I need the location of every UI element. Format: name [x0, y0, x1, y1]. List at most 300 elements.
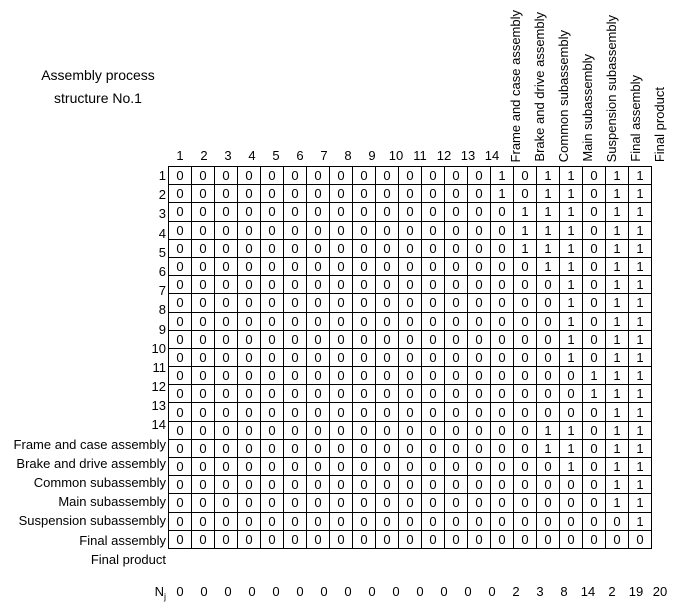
matrix-cell: 0 [445, 239, 468, 257]
matrix-cell: 0 [445, 167, 468, 185]
matrix-cell: 0 [445, 421, 468, 439]
column-number: 7 [320, 148, 328, 163]
totals-label [130, 584, 166, 605]
matrix-cell: 0 [422, 439, 445, 457]
matrix-cell: 1 [629, 239, 652, 257]
matrix-cell: 0 [376, 385, 399, 403]
matrix-cell: 0 [238, 512, 261, 530]
matrix-cell: 0 [169, 403, 192, 421]
matrix-cell: 0 [491, 312, 514, 330]
matrix-cell: 0 [445, 294, 468, 312]
matrix-cell: 0 [353, 221, 376, 239]
column-number: 4 [248, 148, 256, 163]
row-label: 6 [158, 263, 166, 279]
table-row [169, 512, 652, 530]
matrix-cell: 1 [560, 421, 583, 439]
matrix-cell: 0 [422, 203, 445, 221]
matrix-cell: 0 [307, 203, 330, 221]
matrix-cell: 0 [422, 494, 445, 512]
matrix-cell: 0 [399, 239, 422, 257]
matrix-cell: 0 [307, 185, 330, 203]
matrix-cell: 0 [215, 476, 238, 494]
matrix-cell: 0 [284, 530, 307, 548]
matrix-cell: 0 [422, 276, 445, 294]
total-value: 19 [628, 584, 644, 599]
row-label: Frame and case assembly [13, 436, 166, 452]
matrix-cell: 0 [399, 294, 422, 312]
matrix-cell: 0 [307, 439, 330, 457]
matrix-cell: 0 [491, 330, 514, 348]
matrix-cell: 0 [445, 439, 468, 457]
total-value: 2 [512, 584, 520, 599]
table-row [169, 385, 652, 403]
matrix-cell: 0 [330, 367, 353, 385]
table-row [169, 276, 652, 294]
matrix-cell: 0 [284, 221, 307, 239]
row-label: 13 [151, 398, 166, 414]
matrix-cell: 1 [560, 185, 583, 203]
matrix-cell: 0 [261, 312, 284, 330]
matrix-cell: 0 [583, 348, 606, 366]
totals-row [168, 584, 685, 600]
matrix-cell: 0 [514, 385, 537, 403]
column-label-text: Final assembly [628, 75, 643, 162]
matrix-cell: 1 [606, 203, 629, 221]
total-value: 2 [608, 584, 616, 599]
matrix-cell: 0 [169, 203, 192, 221]
matrix-cell: 1 [629, 257, 652, 275]
matrix-cell: 0 [284, 167, 307, 185]
matrix-cell: 0 [284, 185, 307, 203]
matrix-cell: 0 [583, 203, 606, 221]
matrix-cell: 1 [491, 167, 514, 185]
matrix-cell: 0 [353, 439, 376, 457]
matrix-cell: 1 [514, 221, 537, 239]
matrix-cell: 1 [606, 185, 629, 203]
matrix-cell: 0 [376, 276, 399, 294]
matrix-cell: 0 [238, 367, 261, 385]
matrix-cell: 0 [583, 421, 606, 439]
row-header-labels [0, 166, 166, 569]
matrix-cell: 0 [192, 403, 215, 421]
matrix-cell: 0 [353, 167, 376, 185]
matrix-cell: 0 [169, 348, 192, 366]
matrix-cell: 0 [238, 348, 261, 366]
matrix-cell: 0 [330, 439, 353, 457]
matrix-cell: 0 [261, 348, 284, 366]
matrix-cell: 0 [537, 403, 560, 421]
matrix-cell: 0 [215, 494, 238, 512]
table-row [169, 348, 652, 366]
matrix-cell: 0 [330, 385, 353, 403]
matrix-cell: 0 [491, 512, 514, 530]
matrix-cell: 0 [537, 294, 560, 312]
column-label-text: Frame and case assembly [508, 9, 523, 162]
total-value: 0 [272, 584, 280, 599]
matrix-cell: 0 [376, 203, 399, 221]
matrix-cell: 0 [445, 203, 468, 221]
matrix-cell: 1 [629, 458, 652, 476]
matrix-cell: 0 [537, 276, 560, 294]
matrix-cell: 0 [238, 185, 261, 203]
matrix-cell: 0 [215, 530, 238, 548]
matrix-cell: 1 [560, 312, 583, 330]
matrix-cell: 0 [169, 239, 192, 257]
total-value: 0 [224, 584, 232, 599]
matrix-cell: 0 [583, 439, 606, 457]
matrix-cell: 0 [583, 257, 606, 275]
total-value: 3 [536, 584, 544, 599]
matrix-cell: 0 [261, 512, 284, 530]
matrix-cell: 0 [307, 530, 330, 548]
matrix-cell: 0 [238, 421, 261, 439]
matrix-cell: 0 [422, 312, 445, 330]
matrix-cell: 0 [445, 494, 468, 512]
matrix-cell: 0 [353, 239, 376, 257]
matrix-cell: 0 [284, 276, 307, 294]
total-value: 20 [652, 584, 668, 599]
matrix-cell: 0 [537, 385, 560, 403]
matrix-cell: 0 [353, 403, 376, 421]
matrix-cell: 0 [238, 167, 261, 185]
matrix-cell: 0 [514, 276, 537, 294]
matrix-cell: 0 [307, 276, 330, 294]
column-number: 1 [176, 148, 184, 163]
matrix-cell: 0 [583, 312, 606, 330]
matrix-cell: 1 [560, 439, 583, 457]
matrix-cell: 0 [399, 312, 422, 330]
matrix-cell: 1 [606, 312, 629, 330]
matrix-cell: 0 [330, 494, 353, 512]
matrix-cell: 0 [353, 512, 376, 530]
row-label: Common subassembly [33, 475, 166, 490]
total-value: 0 [368, 584, 376, 599]
title-line-1: Assembly process [41, 67, 155, 83]
matrix-cell: 1 [537, 185, 560, 203]
matrix-cell: 0 [192, 439, 215, 457]
matrix-cell: 1 [606, 385, 629, 403]
matrix-cell: 0 [583, 239, 606, 257]
matrix-cell: 0 [238, 494, 261, 512]
column-label-text: Common subassembly [556, 29, 571, 162]
matrix-cell: 0 [376, 458, 399, 476]
matrix-cell: 0 [468, 439, 491, 457]
matrix-cell: 0 [583, 221, 606, 239]
row-label: 10 [151, 340, 166, 356]
column-number: 12 [436, 148, 452, 163]
table-row [169, 476, 652, 494]
matrix-cell: 0 [445, 403, 468, 421]
matrix-cell: 0 [468, 385, 491, 403]
matrix-cell: 0 [422, 294, 445, 312]
column-number: 13 [460, 148, 476, 163]
matrix-cell: 0 [514, 476, 537, 494]
matrix-cell: 0 [169, 312, 192, 330]
matrix-cell: 0 [330, 421, 353, 439]
matrix-cell: 0 [192, 530, 215, 548]
matrix-cell: 0 [560, 367, 583, 385]
matrix-cell: 0 [583, 403, 606, 421]
matrix-cell: 0 [491, 257, 514, 275]
matrix-cell: 0 [261, 385, 284, 403]
matrix-cell: 0 [468, 367, 491, 385]
matrix-cell: 0 [514, 439, 537, 457]
matrix-cell: 0 [353, 312, 376, 330]
matrix-cell: 0 [284, 367, 307, 385]
matrix-cell: 0 [307, 312, 330, 330]
matrix-cell: 0 [284, 294, 307, 312]
matrix-cell: 0 [422, 512, 445, 530]
matrix-cell: 0 [468, 403, 491, 421]
matrix-cell: 0 [215, 221, 238, 239]
matrix-cell: 0 [192, 385, 215, 403]
matrix-cell: 0 [583, 185, 606, 203]
matrix-cell: 0 [468, 458, 491, 476]
matrix-cell: 0 [330, 203, 353, 221]
matrix-cell: 0 [238, 221, 261, 239]
matrix-cell: 0 [399, 330, 422, 348]
matrix-cell: 0 [583, 276, 606, 294]
matrix-cell: 0 [445, 257, 468, 275]
matrix-cell: 0 [284, 476, 307, 494]
matrix-cell: 1 [606, 330, 629, 348]
matrix-cell: 0 [238, 439, 261, 457]
matrix-cell: 1 [583, 385, 606, 403]
matrix-cell: 0 [215, 458, 238, 476]
table-row [169, 203, 652, 221]
matrix-cell: 0 [284, 494, 307, 512]
matrix-cell: 1 [629, 439, 652, 457]
matrix-cell: 1 [537, 239, 560, 257]
column-number: 14 [484, 148, 500, 163]
matrix-cell: 0 [491, 294, 514, 312]
matrix-cell: 0 [307, 385, 330, 403]
matrix-cell: 0 [422, 403, 445, 421]
matrix-cell: 0 [353, 494, 376, 512]
matrix-cell: 0 [169, 167, 192, 185]
table-row [169, 403, 652, 421]
matrix-cell: 0 [238, 330, 261, 348]
matrix-cell: 0 [192, 458, 215, 476]
matrix-cell: 0 [215, 385, 238, 403]
matrix-cell: 0 [376, 330, 399, 348]
matrix-cell: 1 [606, 476, 629, 494]
matrix-cell: 0 [261, 167, 284, 185]
matrix-cell: 0 [307, 476, 330, 494]
matrix-cell: 1 [629, 512, 652, 530]
matrix-cell: 0 [330, 167, 353, 185]
matrix-cell: 0 [284, 348, 307, 366]
matrix-cell: 0 [307, 239, 330, 257]
matrix-cell: 0 [514, 403, 537, 421]
matrix-cell: 0 [284, 312, 307, 330]
matrix-cell: 0 [284, 458, 307, 476]
matrix-cell: 0 [169, 367, 192, 385]
matrix-cell: 1 [629, 330, 652, 348]
matrix-cell: 0 [307, 367, 330, 385]
table-row [169, 421, 652, 439]
matrix-cell: 1 [606, 221, 629, 239]
matrix-cell: 0 [399, 203, 422, 221]
matrix-cell: 1 [537, 221, 560, 239]
matrix-cell: 0 [422, 530, 445, 548]
matrix-cell: 0 [284, 257, 307, 275]
row-label: 14 [151, 417, 166, 433]
matrix-cell: 0 [330, 312, 353, 330]
matrix-cell: 0 [399, 385, 422, 403]
column-header-numbers [168, 146, 685, 166]
matrix-cell: 1 [514, 203, 537, 221]
matrix-cell: 0 [583, 294, 606, 312]
matrix-cell: 1 [560, 330, 583, 348]
matrix-cell: 0 [583, 512, 606, 530]
matrix-cell: 0 [261, 403, 284, 421]
matrix-cell: 0 [330, 330, 353, 348]
row-label: 1 [158, 168, 166, 183]
matrix-cell: 1 [537, 203, 560, 221]
column-label [624, 2, 648, 162]
matrix-cell: 0 [215, 330, 238, 348]
column-header-labels [168, 0, 685, 166]
matrix-cell: 0 [399, 512, 422, 530]
matrix-cell: 0 [353, 367, 376, 385]
matrix-cell: 0 [192, 167, 215, 185]
row-label: Suspension subassembly [18, 513, 166, 529]
matrix-cell: 0 [537, 330, 560, 348]
matrix-cell: 0 [376, 167, 399, 185]
row-label: Final assembly [79, 532, 166, 548]
matrix-cell: 0 [284, 421, 307, 439]
matrix-cell: 0 [215, 239, 238, 257]
matrix-cell: 0 [468, 167, 491, 185]
matrix-cell: 1 [583, 367, 606, 385]
matrix-cell: 1 [606, 239, 629, 257]
column-label [552, 2, 576, 162]
matrix-cell: 0 [169, 458, 192, 476]
matrix-cell: 0 [537, 530, 560, 548]
column-label [528, 2, 552, 162]
matrix-cell: 0 [399, 530, 422, 548]
matrix-cell: 0 [284, 439, 307, 457]
matrix-cell: 0 [468, 476, 491, 494]
matrix-cell: 0 [560, 530, 583, 548]
matrix-cell: 0 [491, 439, 514, 457]
matrix-cell: 0 [445, 276, 468, 294]
matrix-cell: 0 [261, 203, 284, 221]
matrix-cell: 0 [583, 494, 606, 512]
matrix-cell: 0 [468, 348, 491, 366]
matrix-cell: 0 [192, 239, 215, 257]
matrix-cell: 0 [238, 476, 261, 494]
matrix-cell: 0 [376, 403, 399, 421]
matrix-cell: 0 [169, 512, 192, 530]
matrix-cell: 0 [307, 512, 330, 530]
matrix-cell: 0 [376, 530, 399, 548]
matrix-cell: 0 [491, 276, 514, 294]
column-label-text: Final product [652, 86, 667, 162]
matrix-cell: 0 [606, 530, 629, 548]
matrix-cell: 0 [215, 276, 238, 294]
matrix-cell: 0 [192, 221, 215, 239]
matrix-cell: 0 [261, 494, 284, 512]
matrix-cell: 0 [376, 294, 399, 312]
matrix-cell: 0 [192, 494, 215, 512]
matrix-cell: 0 [307, 167, 330, 185]
matrix-cell: 0 [399, 257, 422, 275]
matrix-cell: 0 [215, 421, 238, 439]
matrix-cell: 1 [629, 367, 652, 385]
matrix-cell: 0 [169, 476, 192, 494]
matrix-cell: 1 [537, 257, 560, 275]
matrix-cell: 1 [537, 421, 560, 439]
matrix-cell: 0 [514, 330, 537, 348]
matrix-cell: 0 [399, 221, 422, 239]
matrix-cell: 0 [238, 276, 261, 294]
matrix-cell: 0 [353, 257, 376, 275]
matrix-cell: 0 [560, 403, 583, 421]
matrix-cell: 0 [491, 203, 514, 221]
matrix-cell: 0 [238, 203, 261, 221]
title-line-2: structure No.1 [54, 90, 142, 106]
matrix-cell: 1 [606, 294, 629, 312]
matrix-cell: 0 [491, 530, 514, 548]
row-label: 4 [158, 225, 166, 241]
matrix-cell: 0 [514, 185, 537, 203]
row-label: 12 [151, 379, 166, 395]
matrix-cell: 0 [514, 458, 537, 476]
matrix-cell: 1 [606, 439, 629, 457]
matrix-cell: 0 [330, 221, 353, 239]
matrix-cell: 0 [422, 348, 445, 366]
matrix-cell: 0 [583, 167, 606, 185]
column-number: 9 [368, 148, 376, 163]
matrix-cell: 0 [468, 203, 491, 221]
matrix-cell: 0 [192, 294, 215, 312]
column-number: 5 [272, 148, 280, 163]
table-row [169, 330, 652, 348]
matrix-cell: 0 [330, 239, 353, 257]
row-label: Final product [90, 551, 166, 567]
matrix-cell: 0 [468, 312, 491, 330]
matrix-cell: 0 [284, 403, 307, 421]
matrix-cell: 0 [215, 439, 238, 457]
matrix-cell: 0 [445, 348, 468, 366]
matrix-cell: 0 [422, 385, 445, 403]
total-value: 0 [344, 584, 352, 599]
total-value: 0 [392, 584, 400, 599]
column-number: 2 [200, 148, 208, 163]
matrix-cell: 0 [376, 476, 399, 494]
matrix-cell: 0 [468, 494, 491, 512]
matrix-cell: 0 [606, 512, 629, 530]
matrix-cell: 0 [169, 421, 192, 439]
matrix-cell: 0 [514, 167, 537, 185]
matrix-cell: 0 [330, 530, 353, 548]
matrix-cell: 0 [491, 458, 514, 476]
matrix-cell: 0 [399, 167, 422, 185]
matrix-cell: 0 [330, 458, 353, 476]
matrix-cell: 0 [468, 239, 491, 257]
matrix-cell: 1 [560, 167, 583, 185]
matrix-cell: 0 [399, 367, 422, 385]
matrix-cell: 0 [445, 530, 468, 548]
matrix-cell: 0 [399, 421, 422, 439]
matrix-cell: 0 [353, 203, 376, 221]
total-value: 0 [176, 584, 184, 599]
matrix-cell: 0 [330, 294, 353, 312]
matrix-cell: 0 [238, 239, 261, 257]
matrix-cell: 0 [353, 458, 376, 476]
